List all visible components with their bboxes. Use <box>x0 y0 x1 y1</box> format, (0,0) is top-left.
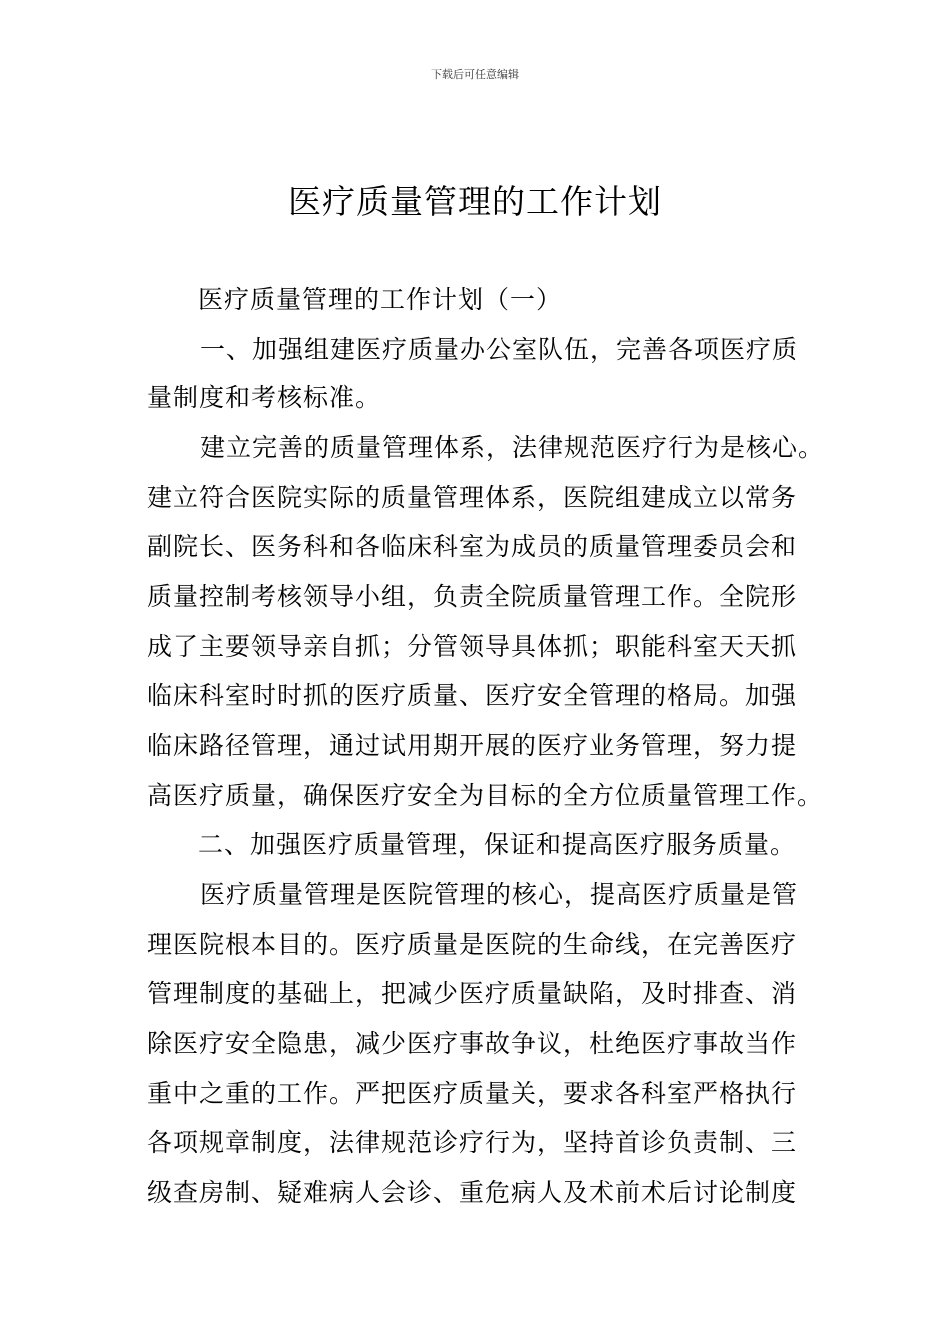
paragraph-line: 建立符合医院实际的质量管理体系，医院组建成立以常务 <box>147 483 798 512</box>
paragraph-line: 质量控制考核领导小组，负责全院质量管理工作。全院形 <box>147 582 798 611</box>
document-title: 医疗质量管理的工作计划 <box>288 182 662 221</box>
paragraph-line: 除医疗安全隐患，减少医疗事故争议，杜绝医疗事故当作 <box>147 1029 798 1058</box>
paragraph-line: 成了主要领导亲自抓；分管领导具体抓；职能科室天天抓 <box>147 632 798 661</box>
paragraph-line: 管理制度的基础上，把减少医疗质量缺陷，及时排查、消 <box>147 979 798 1008</box>
paragraph-line: 各项规章制度，法律规范诊疗行为，坚持首诊负责制、三 <box>147 1128 798 1157</box>
paragraph-line: 高医疗质量，确保医疗安全为目标的全方位质量管理工作。 <box>147 781 824 810</box>
subtitle-line: 医疗质量管理的工作计划（一） <box>198 285 563 314</box>
paragraph-line: 医疗质量管理是医院管理的核心，提高医疗质量是管 <box>200 880 799 909</box>
paragraph-line: 级查房制、疑难病人会诊、重危病人及术前术后讨论制度 <box>147 1178 798 1207</box>
paragraph-line: 重中之重的工作。严把医疗质量关，要求各科室严格执行 <box>147 1079 798 1108</box>
paragraph-line: 临床路径管理，通过试用期开展的医疗业务管理，努力提 <box>147 731 798 760</box>
section-heading-line: 一、加强组建医疗质量办公室队伍，完善各项医疗质 <box>200 335 799 364</box>
paragraph-line: 临床科室时时抓的医疗质量、医疗安全管理的格局。加强 <box>147 681 798 710</box>
paragraph-line: 理医院根本目的。医疗质量是医院的生命线，在完善医疗 <box>147 930 798 959</box>
header-note: 下载后可任意编辑 <box>431 68 519 81</box>
section-heading-line: 二、加强医疗质量管理，保证和提高医疗服务质量。 <box>198 830 797 859</box>
paragraph-line: 副院长、医务科和各临床科室为成员的质量管理委员会和 <box>147 532 798 561</box>
paragraph-line: 量制度和考核标准。 <box>147 383 382 412</box>
paragraph-line: 建立完善的质量管理体系，法律规范医疗行为是核心。 <box>200 433 825 462</box>
